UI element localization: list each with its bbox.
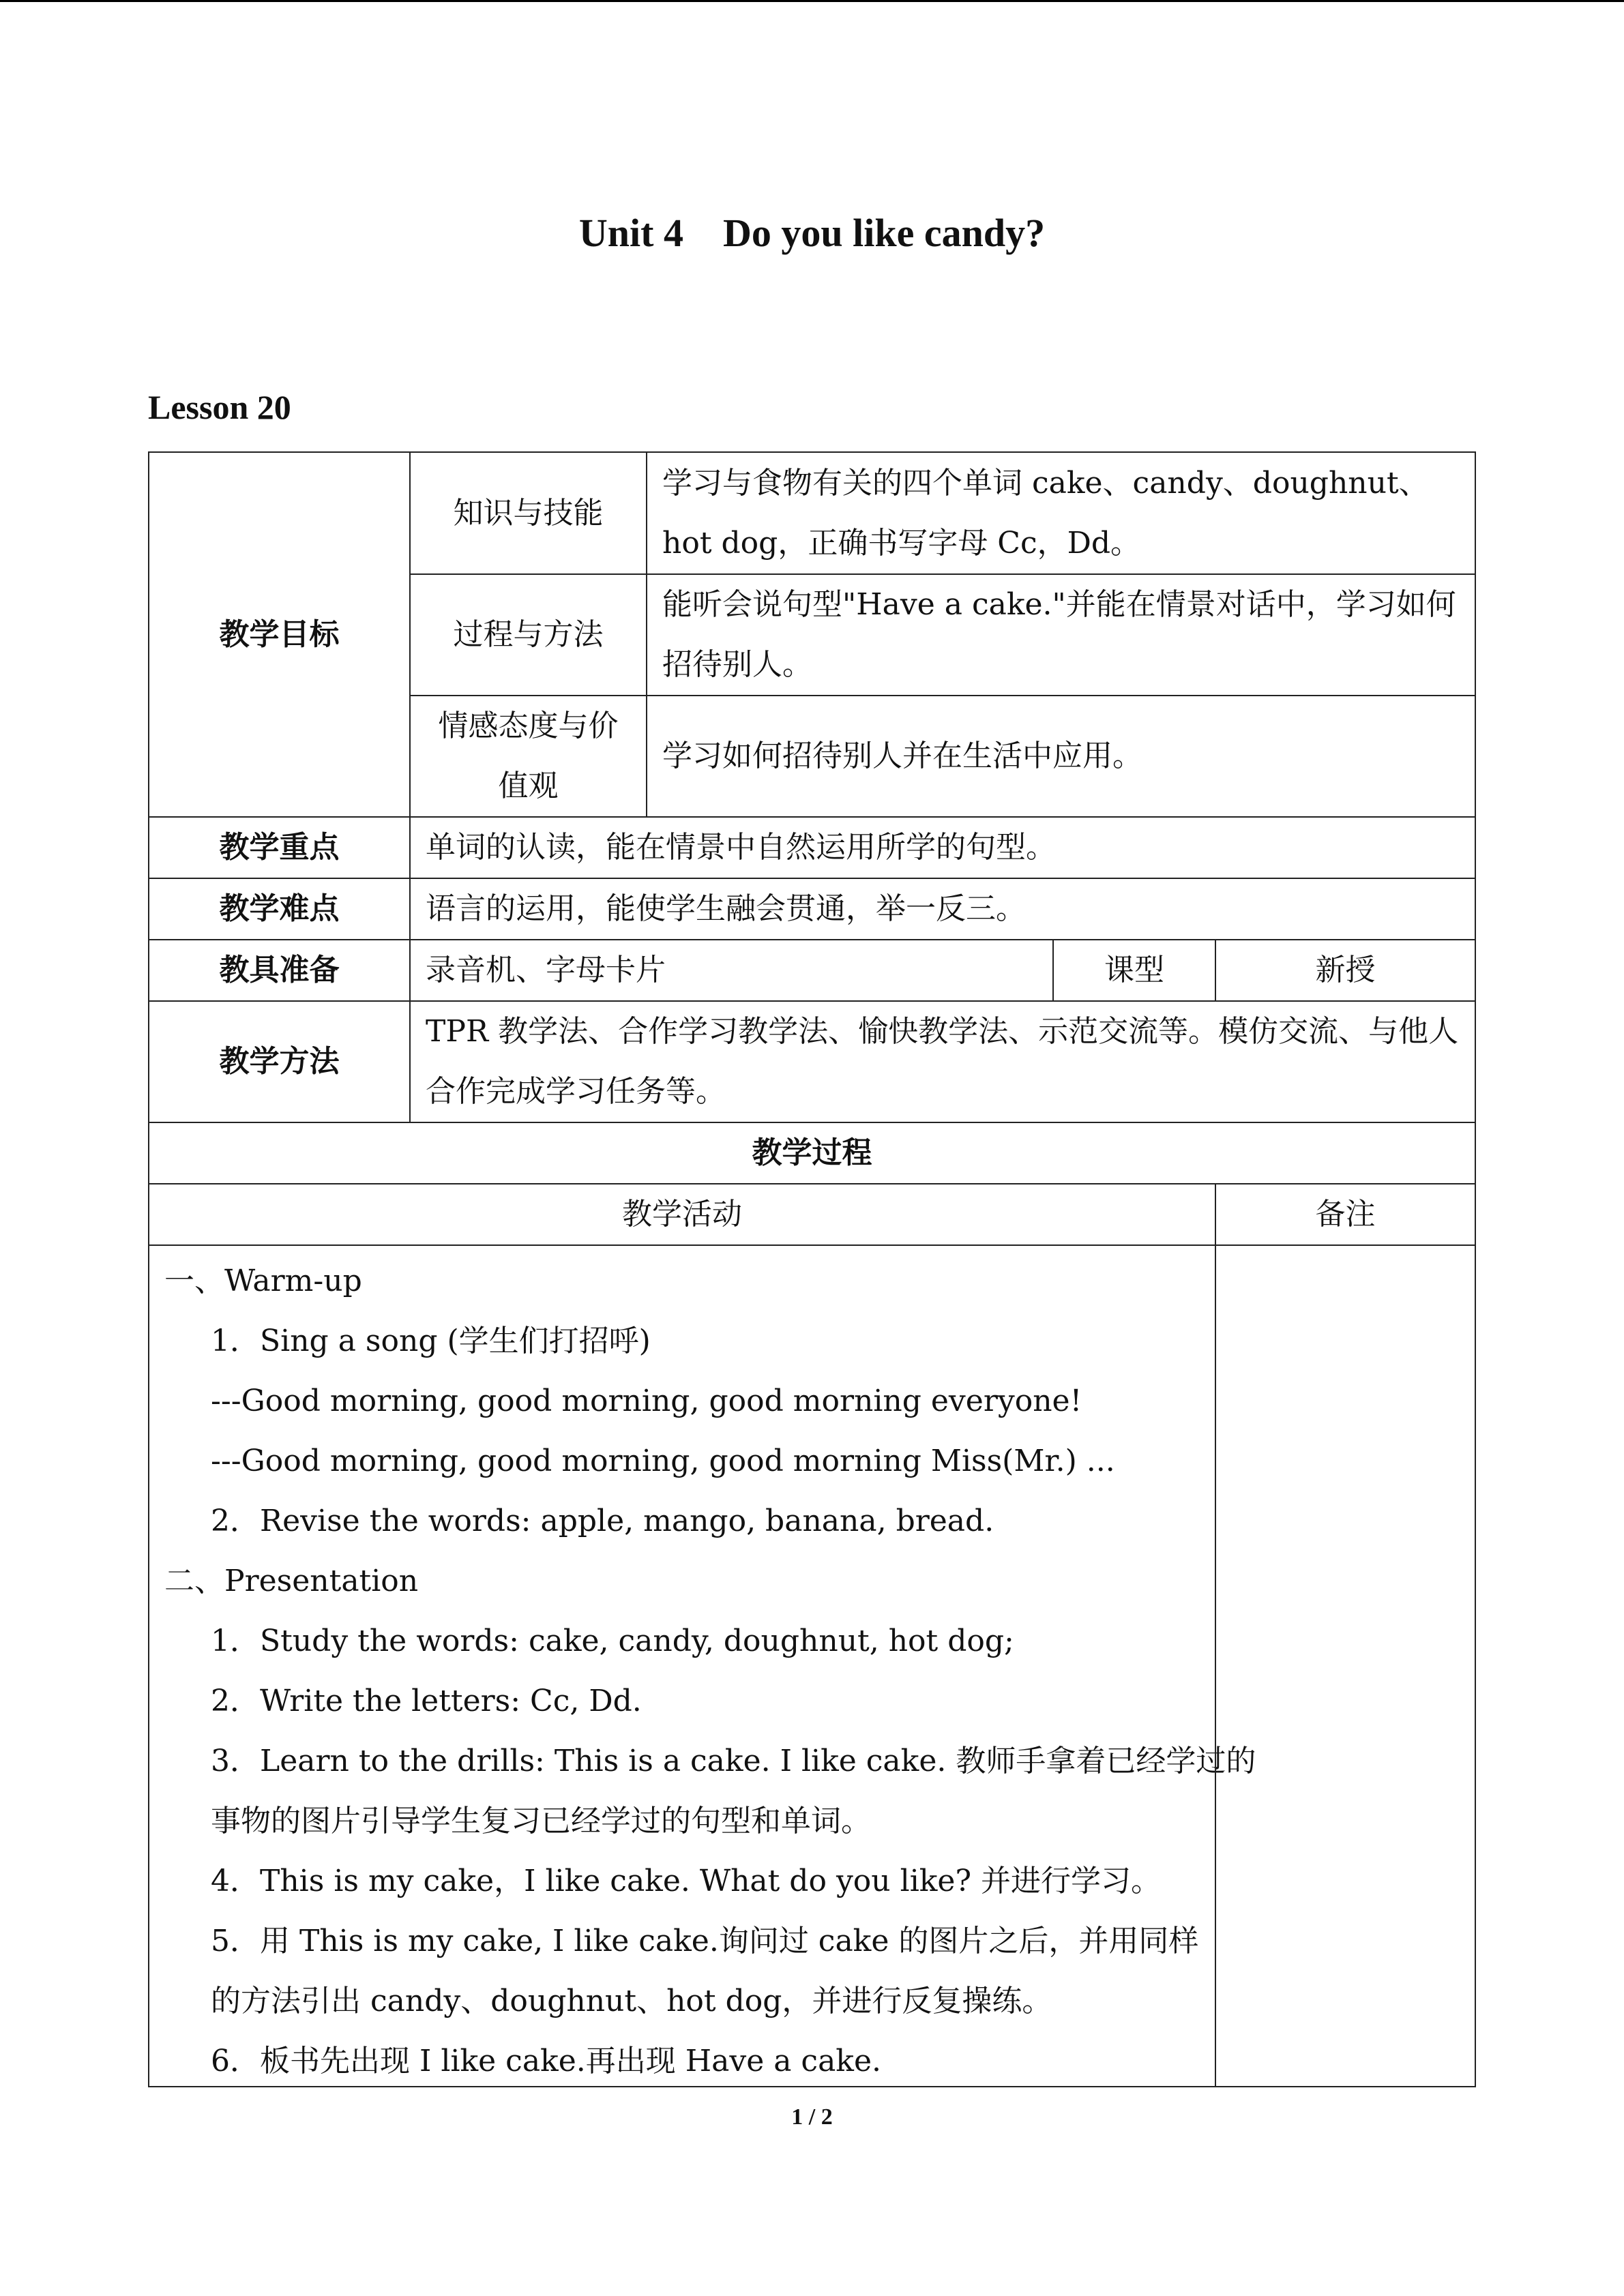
activity-item: 的方法引出 candy、doughnut、hot dog，并进行反复操练。 xyxy=(211,1984,1052,2018)
objective-text-knowledge-content: 学习与食物有关的四个单词 cake、candy、doughnut、hot dog，正确书写字母 Cc，Dd。 xyxy=(662,465,1429,561)
materials-label: 教具准备 xyxy=(148,939,411,1002)
lesson-type-value: 新授 xyxy=(1215,939,1476,1002)
objectives-label: 教学目标 xyxy=(148,451,411,818)
page-number: 1 / 2 xyxy=(791,2104,833,2130)
activity-item: 1．Sing a song (学生们打招呼) xyxy=(211,1324,651,1358)
activity-item: ---Good morning, good morning, good morning Miss(Mr.) ... xyxy=(211,1444,1115,1478)
activity-item: 2．Write the letters: Cc, Dd. xyxy=(211,1684,642,1718)
activity-item: 4．This is my cake，I like cake. What do you like? 并进行学习。 xyxy=(211,1864,1162,1898)
lesson-heading: Lesson 20 xyxy=(148,388,291,426)
activity-item: ---Good morning, good morning, good morning everyone! xyxy=(211,1384,1082,1418)
objective-text-process xyxy=(646,573,1476,696)
activity-item: 5．用 This is my cake, I like cake.询问过 cake 的图片之后，并用同样 xyxy=(211,1924,1199,1958)
process-heading: 教学过程 xyxy=(148,1122,1476,1184)
objective-category-knowledge: 知识与技能 xyxy=(409,451,647,575)
objective-category-process: 过程与方法 xyxy=(409,573,647,696)
section-heading-warmup: 一、Warm-up xyxy=(164,1264,362,1298)
objective-text-attitude-content: 学习如何招待别人并在生活中应用。 xyxy=(662,739,1142,773)
activity-item: 6．板书先出现 I like cake.再出现 Have a cake. xyxy=(211,2044,881,2078)
objective-text-attitude xyxy=(646,695,1476,818)
top-rule xyxy=(0,0,1624,2)
methods-text-content: TPR 教学法、合作学习教学法、愉快教学法、示范交流等。模仿交流、与他人合作完成学习任务等。 xyxy=(426,1014,1459,1109)
section-heading-presentation: 二、Presentation xyxy=(164,1564,419,1598)
activity-item: 2．Revise the words: apple, mango, banana, bread. xyxy=(211,1504,994,1538)
activity-item: 1．Study the words: cake, candy, doughnut, hot dog; xyxy=(211,1624,1014,1658)
key-point-text: 单词的认读，能在情景中自然运用所学的句型。 xyxy=(409,816,1476,879)
activity-header: 教学活动 xyxy=(148,1183,1216,1246)
materials-text: 录音机、字母卡片 xyxy=(409,939,1054,1002)
activity-item: 3．Learn to the drills: This is a cake. I like cake. 教师手拿着已经学过的 xyxy=(211,1744,1256,1778)
methods-label: 教学方法 xyxy=(148,1000,411,1123)
activity-item: 事物的图片引导学生复习已经学过的句型和单词。 xyxy=(211,1804,871,1838)
lesson-type-label: 课型 xyxy=(1052,939,1216,1002)
page-title: Unit 4 Do you like candy? xyxy=(578,211,1046,255)
remarks-header: 备注 xyxy=(1215,1183,1476,1246)
remarks-column xyxy=(1215,1244,1476,2087)
difficulty-label: 教学难点 xyxy=(148,878,411,940)
objective-text-knowledge xyxy=(646,451,1476,575)
difficulty-text: 语言的运用，能使学生融会贯通，举一反三。 xyxy=(409,878,1476,940)
objective-category-attitude xyxy=(409,695,647,818)
key-point-label: 教学重点 xyxy=(148,816,411,879)
objective-category-attitude-content: 情感态度与价值观 xyxy=(438,709,619,803)
objective-text-process-content: 能听会说句型"Have a cake."并能在情景对话中，学习如何招待别人。 xyxy=(662,587,1456,682)
methods-text xyxy=(409,1000,1476,1123)
activity-content xyxy=(148,1244,1256,2087)
